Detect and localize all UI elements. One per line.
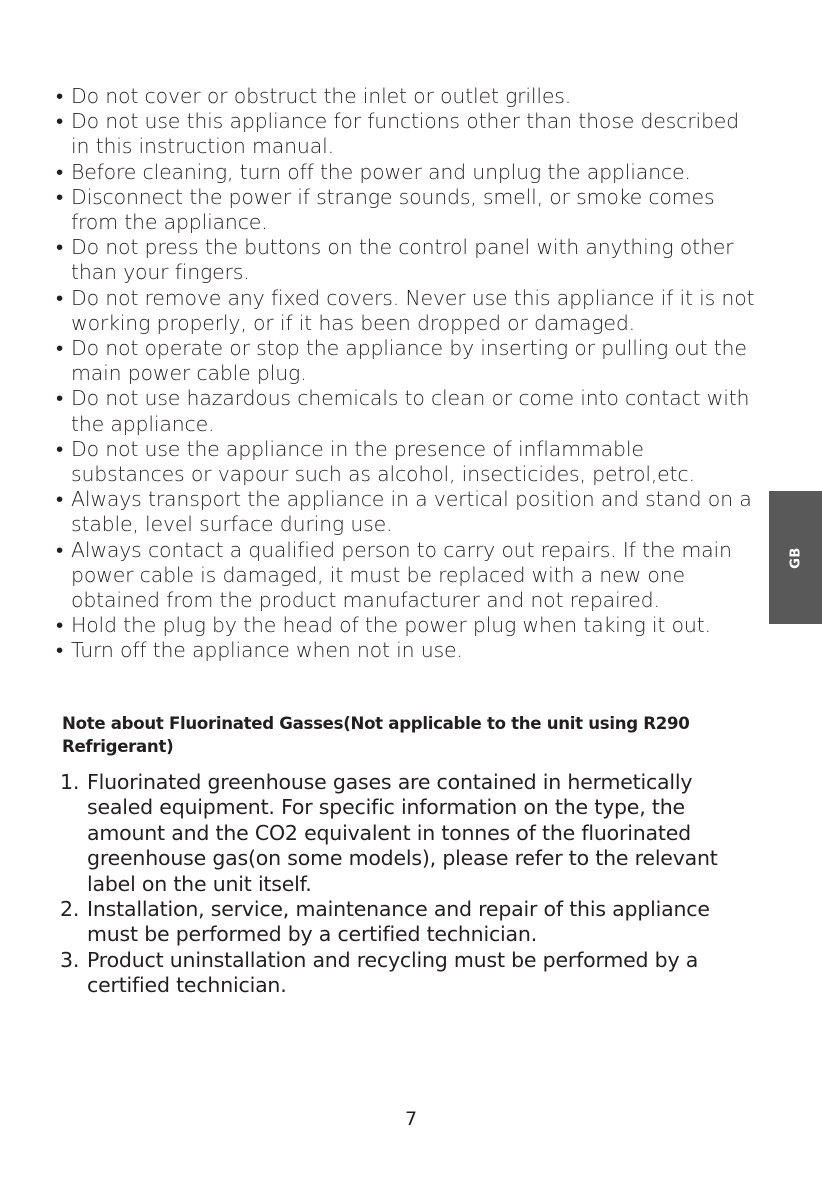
note-heading: Note about Fluorinated Gasses(Not applicable to the unit using R290 Refrigerant) (62, 714, 690, 756)
note-item (60, 948, 760, 999)
note-item-number: 3. (60, 947, 80, 972)
bullet-text: Do not use hazardous chemicals to clean or come into contact with the appliance. (71, 386, 750, 436)
bullet-item (56, 613, 756, 638)
bullet-dot: • (56, 386, 63, 411)
bullet-dot: • (56, 109, 63, 134)
bullet-text: Do not press the buttons on the control panel with anything other than your fingers. (71, 235, 734, 285)
bullet-text: Do not remove any fixed covers. Never use this appliance if it is not working properly, or if it has been dropped or damaged. (71, 285, 755, 335)
note-item-text: Fluorinated greenhouse gases are contained in hermetically sealed equipment. For specific information on the type, the amount and the CO2 equivalent in tonnes of the fluorinated greenhouse gas(on some models), please refer to the relevant label on the unit itself. (87, 770, 718, 896)
bullet-dot: • (56, 235, 63, 260)
bullet-dot: • (56, 285, 63, 310)
bullet-dot: • (56, 613, 63, 638)
bullet-dot: • (56, 84, 63, 108)
language-tab-label: GB (788, 546, 803, 569)
bullet-item (56, 437, 756, 487)
bullet-item (56, 286, 756, 336)
bullet-text: Before cleaning, turn off the power and unplug the appliance. (71, 159, 691, 184)
bullet-dot: • (56, 184, 63, 209)
page-number: 7 (404, 1108, 418, 1130)
note-item-text: Installation, service, maintenance and repair of this appliance must be performed by a certified technician. (87, 897, 710, 947)
bullet-text: Hold the plug by the head of the power plug when taking it out. (71, 613, 711, 638)
bullet-dot: • (56, 436, 63, 461)
language-side-tab (769, 491, 822, 624)
bullet-item (56, 109, 756, 159)
bullet-dot: • (56, 638, 63, 663)
bullet-dot: • (56, 336, 63, 361)
safety-bullet-list (56, 84, 756, 664)
bullet-text: Always transport the appliance in a vertical position and stand on a stable, level surface during use. (71, 487, 752, 537)
bullet-item (56, 336, 756, 386)
bullet-text: Do not cover or obstruct the inlet or outlet grilles. (71, 84, 572, 108)
note-item-number: 2. (60, 897, 80, 922)
note-numbered-list (60, 770, 760, 999)
note-item (60, 897, 760, 948)
bullet-dot: • (56, 487, 63, 512)
bullet-text: Do not use this appliance for functions other than those described in this instruction manual. (71, 109, 739, 159)
bullet-item (56, 160, 756, 185)
bullet-dot: • (56, 159, 63, 184)
bullet-item (56, 84, 756, 109)
bullet-item (56, 638, 756, 663)
bullet-item (56, 487, 756, 537)
bullet-text: Do not use the appliance in the presence of inflammable substances or vapour such as alcohol, insecticides, petrol,etc. (71, 436, 695, 487)
bullet-item (56, 235, 756, 285)
bullet-item (56, 386, 756, 436)
bullet-item (56, 185, 756, 235)
bullet-text: Always contact a qualified person to carry out repairs. If the main power cable is damaged, it must be replaced with a new one obtained from the product manufacturer and not repaired. (71, 537, 732, 613)
note-item-text: Product uninstallation and recycling must be performed by a certified technician. (87, 947, 699, 998)
bullet-item (56, 538, 756, 614)
note-item-number: 1. (60, 770, 80, 794)
bullet-text: Do not operate or stop the appliance by inserting or pulling out the main power cable plug. (71, 336, 747, 386)
bullet-dot: • (56, 537, 63, 562)
note-item (60, 770, 760, 897)
bullet-text: Disconnect the power if strange sounds, smell, or smoke comes from the appliance. (71, 184, 715, 235)
bullet-text: Turn off the appliance when not in use. (71, 638, 463, 663)
